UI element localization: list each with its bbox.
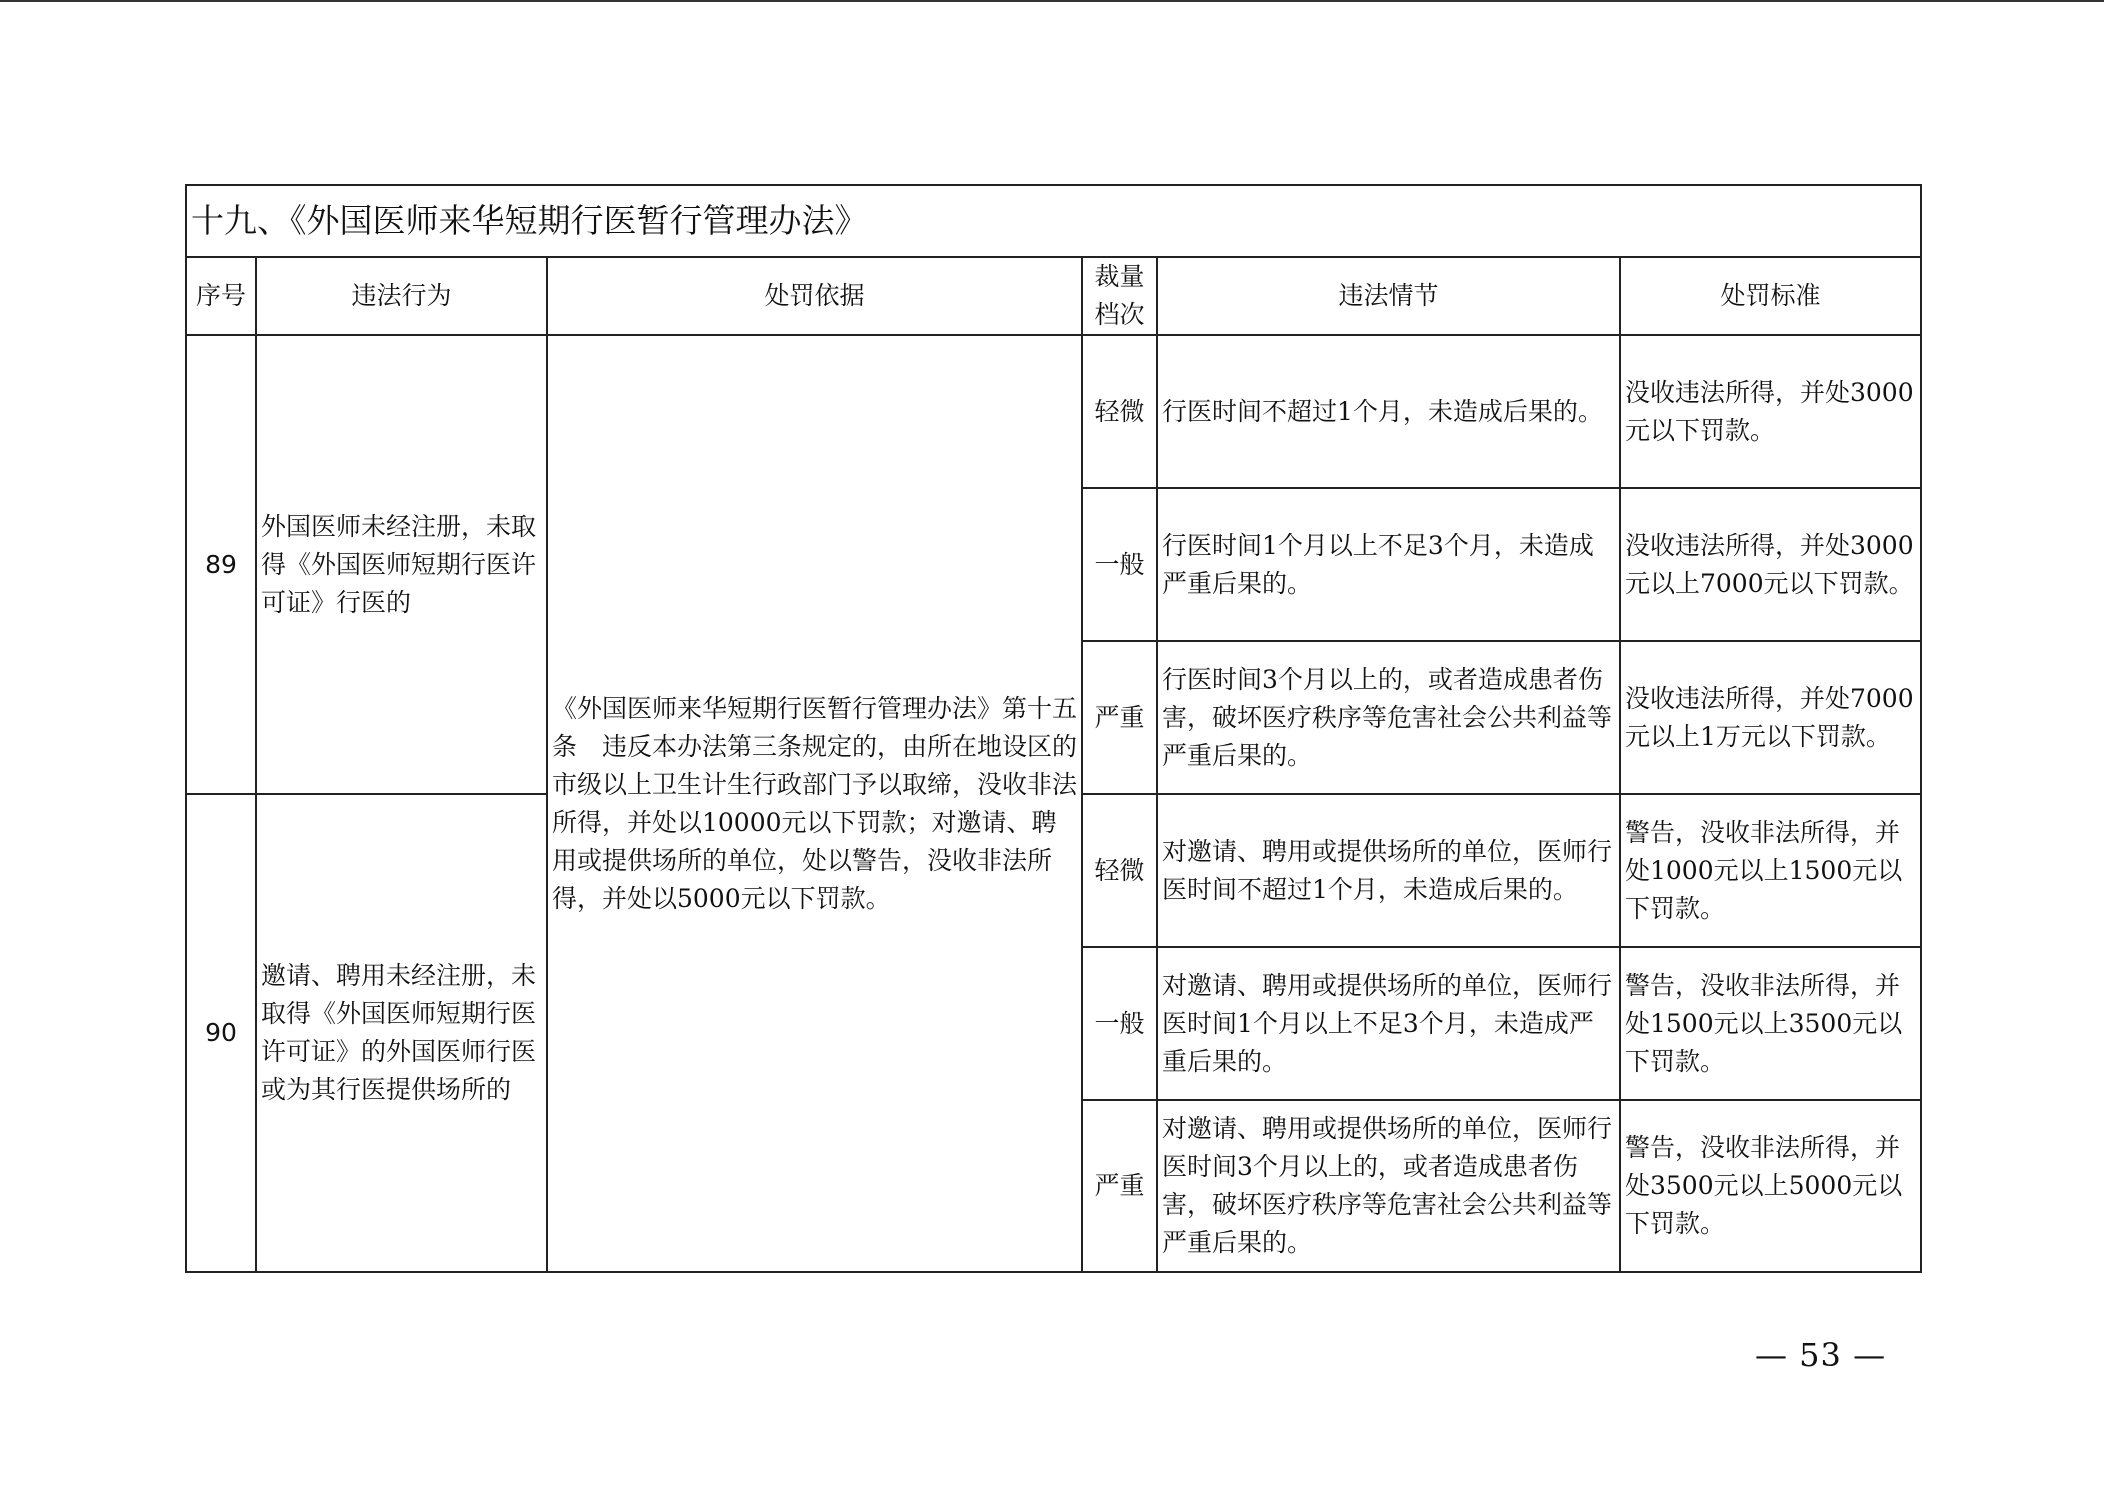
standard-text: 警告，没收非法所得，并处1000元以上1500元以下罚款。 [1620,794,1921,947]
header-circumstance: 违法情节 [1157,257,1620,335]
level-label: 严重 [1082,1100,1157,1272]
standard-text: 没收违法所得，并处3000元以下罚款。 [1620,335,1921,488]
top-border-rule [0,0,2104,2]
header-standard: 处罚标准 [1620,257,1921,335]
header-level: 裁量档次 [1082,257,1157,335]
level-label: 一般 [1082,947,1157,1100]
circumstance-text: 对邀请、聘用或提供场所的单位，医师行医时间3个月以上的，或者造成患者伤害，破坏医疗秩序等危害社会公共利益等严重后果的。 [1157,1100,1620,1272]
header-no: 序号 [186,257,256,335]
circumstance-text: 对邀请、聘用或提供场所的单位，医师行医时间1个月以上不足3个月，未造成严重后果的。 [1157,947,1620,1100]
standard-text: 警告，没收非法所得，并处1500元以上3500元以下罚款。 [1620,947,1921,1100]
circumstance-text: 对邀请、聘用或提供场所的单位，医师行医时间不超过1个月，未造成后果的。 [1157,794,1620,947]
page-number: — 53 — [1755,1336,1887,1374]
circumstance-text: 行医时间不超过1个月，未造成后果的。 [1157,335,1620,488]
level-label: 轻微 [1082,794,1157,947]
item-number: 89 [186,335,256,794]
standard-text: 没收违法所得，并处3000元以上7000元以下罚款。 [1620,488,1921,641]
level-label: 严重 [1082,641,1157,794]
standard-text: 没收违法所得，并处7000元以上1万元以下罚款。 [1620,641,1921,794]
circumstance-text: 行医时间3个月以上的，或者造成患者伤害，破坏医疗秩序等危害社会公共利益等严重后果的。 [1157,641,1620,794]
header-row [186,257,1921,335]
item-behavior: 外国医师未经注册，未取得《外国医师短期行医许可证》行医的 [256,335,547,794]
penalty-basis: 《外国医师来华短期行医暂行管理办法》第十五条 违反本办法第三条规定的，由所在地设区的市级以上卫生计生行政部门予以取缔，没收非法所得，并处以10000元以下罚款；对邀请、聘用或提供场所的单位，处以警告，没收非法所得，并处以5000元以下罚款。 [547,335,1082,1272]
standard-text: 警告，没收非法所得，并处3500元以上5000元以下罚款。 [1620,1100,1921,1272]
header-behavior: 违法行为 [256,257,547,335]
penalty-table [185,184,1922,1273]
header-basis: 处罚依据 [547,257,1082,335]
table-row [186,335,1921,488]
circumstance-text: 行医时间1个月以上不足3个月，未造成严重后果的。 [1157,488,1620,641]
level-label: 一般 [1082,488,1157,641]
item-behavior: 邀请、聘用未经注册，未取得《外国医师短期行医许可证》的外国医师行医或为其行医提供场所的 [256,794,547,1272]
level-label: 轻微 [1082,335,1157,488]
item-number: 90 [186,794,256,1272]
section-title-row [186,185,1921,257]
section-title: 十九、《外国医师来华短期行医暂行管理办法》 [186,185,1921,257]
